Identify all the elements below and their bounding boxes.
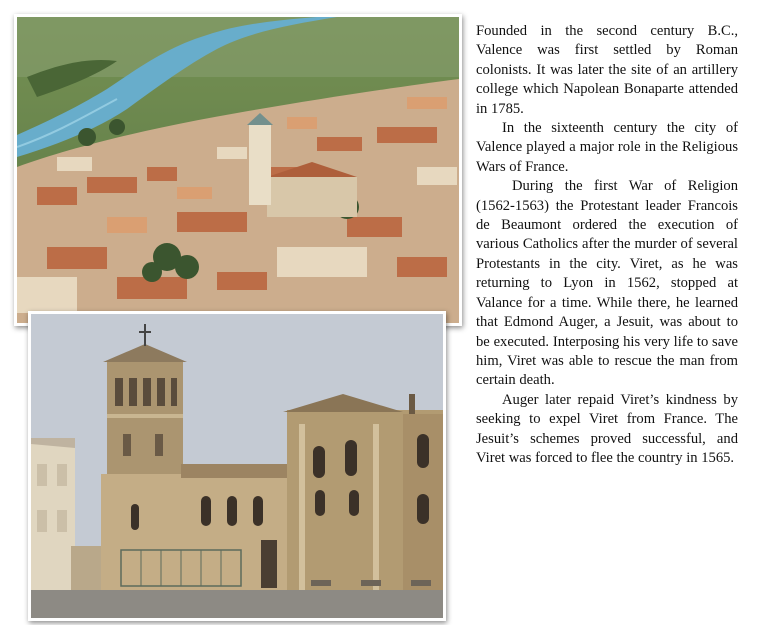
aerial-city-image <box>17 17 459 323</box>
cathedral-image <box>31 314 443 618</box>
paragraph-2: In the sixteenth century the city of Valence played a major role in the Religious Wars of France. <box>476 120 738 175</box>
paragraph-3: During the first War of Religion (1562-1563) the Protestant leader Francois de Beaumont ordered the execution of various Catholics after the murder of several Protestants in the city. Viret, as he was returning to Lyon in 1562, stopped at Valance for a time. While there, he learned that Edmond Auger, a Jesuit, was about to be executed. Interposing his very life to save him, Viret was able to rescue the man from certain death. <box>476 178 738 389</box>
aerial-city-photo <box>14 14 462 326</box>
cathedral-photo <box>28 311 446 621</box>
paragraph-1: Founded in the second century B.C., Valence was first settled by Roman colonists. It was later the site of an artillery college which Napolean Bonaparte attended in 1785. <box>476 23 738 117</box>
paragraph-4: Auger later repaid Viret’s kindness by seeking to expel Viret from France. The Jesuit’s schemes proved successful, and Viret was forced to flee the country in 1565. <box>476 391 738 466</box>
article-text <box>476 22 738 468</box>
